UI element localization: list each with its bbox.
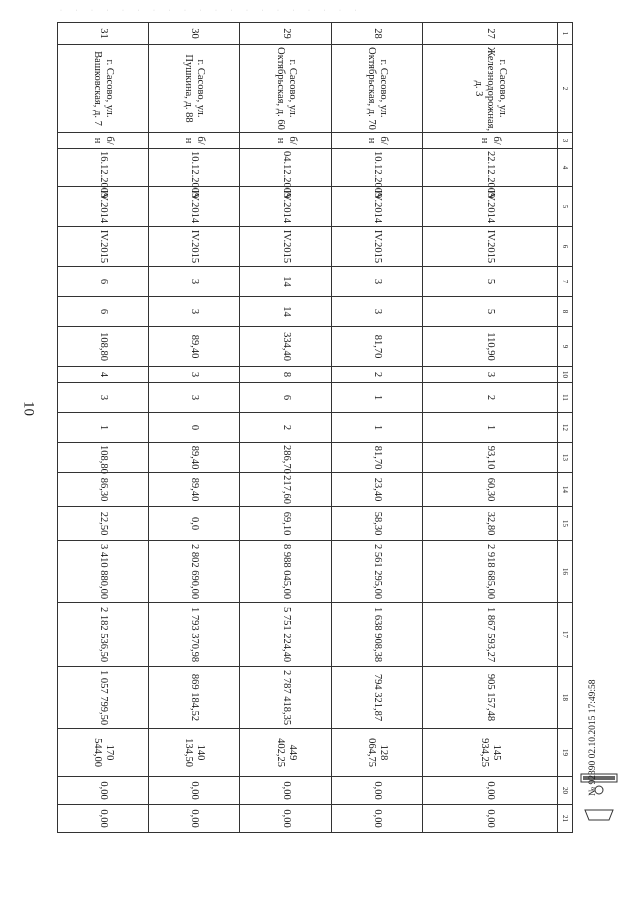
table-cell: IV.2015 bbox=[149, 227, 240, 267]
table-cell: 0,00 bbox=[331, 777, 422, 805]
table-cell: IV.2015 bbox=[240, 227, 331, 267]
table-cell: 905 157,48 bbox=[422, 667, 557, 729]
table-cell: 0,00 bbox=[58, 777, 149, 805]
column-number-cell: 12 bbox=[558, 413, 573, 443]
table-cell: IV.2014 bbox=[149, 187, 240, 227]
table-cell: г. Сасово, ул. Октябрьская, д. 60 bbox=[240, 45, 331, 133]
column-number-cell: 17 bbox=[558, 603, 573, 667]
table-cell: 869 184,52 bbox=[149, 667, 240, 729]
table-row bbox=[240, 23, 331, 833]
table-cell: IV.2014 bbox=[422, 187, 557, 227]
table-cell: IV.2014 bbox=[58, 187, 149, 227]
table-cell: б/н bbox=[58, 133, 149, 149]
table-cell: 170 544,00 bbox=[58, 729, 149, 777]
column-number-row bbox=[558, 23, 573, 833]
table-cell: 108,80 bbox=[58, 443, 149, 473]
column-number-cell: 19 bbox=[558, 729, 573, 777]
column-number-cell: 13 bbox=[558, 443, 573, 473]
table-cell: 3 bbox=[149, 367, 240, 383]
table-cell: 04.12.2009 bbox=[240, 149, 331, 187]
table-cell: 5 751 224,40 bbox=[240, 603, 331, 667]
table-cell: 89,40 bbox=[149, 443, 240, 473]
table-cell: 23,40 bbox=[331, 473, 422, 507]
table-cell: 2 bbox=[422, 383, 557, 413]
table-cell: 22.12.2009 bbox=[422, 149, 557, 187]
table-cell: 334,40 bbox=[240, 327, 331, 367]
table-cell: 2 802 690,00 bbox=[149, 541, 240, 603]
column-number-cell: 20 bbox=[558, 777, 573, 805]
scan-artifact: · · · · · · · · · · · · · · · · · · · · bbox=[60, 8, 363, 14]
table-cell: 30 bbox=[149, 23, 240, 45]
table-cell: 0,0 bbox=[149, 507, 240, 541]
column-number-cell: 7 bbox=[558, 267, 573, 297]
table-cell: 86,30 bbox=[58, 473, 149, 507]
table-cell: 5 bbox=[422, 267, 557, 297]
table-cell: 28 bbox=[331, 23, 422, 45]
column-number-cell: 21 bbox=[558, 805, 573, 833]
column-number-cell: 1 bbox=[558, 23, 573, 45]
table-cell: б/н bbox=[422, 133, 557, 149]
table-cell: 6 bbox=[58, 297, 149, 327]
table-cell: г. Сасово, ул. Пушкина, д. 88 bbox=[149, 45, 240, 133]
table-cell: 58,30 bbox=[331, 507, 422, 541]
table-cell: 1 bbox=[331, 383, 422, 413]
table-cell: 29 bbox=[240, 23, 331, 45]
table-cell: 217,60 bbox=[240, 473, 331, 507]
column-number-cell: 16 bbox=[558, 541, 573, 603]
table-cell: 6 bbox=[58, 267, 149, 297]
table-cell: 32,80 bbox=[422, 507, 557, 541]
table-cell: 2 182 536,50 bbox=[58, 603, 149, 667]
table-cell: 0,00 bbox=[331, 805, 422, 833]
registration-stamp-text: № 92390 02.10.2015 17:49:58 bbox=[588, 679, 598, 796]
table-cell: 1 793 370,98 bbox=[149, 603, 240, 667]
table-cell: 145 934,25 bbox=[422, 729, 557, 777]
table-cell: 3 bbox=[149, 383, 240, 413]
table-cell: 0,00 bbox=[149, 805, 240, 833]
table-cell: 1 bbox=[422, 413, 557, 443]
table-cell: 60,30 bbox=[422, 473, 557, 507]
column-number-cell: 3 bbox=[558, 133, 573, 149]
rotated-table bbox=[57, 22, 573, 830]
column-number-cell: 14 bbox=[558, 473, 573, 507]
table-cell: 3 410 880,00 bbox=[58, 541, 149, 603]
table-cell: IV.2015 bbox=[422, 227, 557, 267]
table-cell: 128 064,75 bbox=[331, 729, 422, 777]
table-cell: 0,00 bbox=[422, 805, 557, 833]
table-cell: 2 787 418,35 bbox=[240, 667, 331, 729]
table-cell: г. Сасово, ул. Железнодорожная, д. 3 bbox=[422, 45, 557, 133]
table-cell: 31 bbox=[58, 23, 149, 45]
table-cell: 81,70 bbox=[331, 443, 422, 473]
column-number-cell: 15 bbox=[558, 507, 573, 541]
table-row bbox=[422, 23, 557, 833]
table-row bbox=[58, 23, 149, 833]
table-cell: 3 bbox=[331, 267, 422, 297]
table-cell: 2 918 685,00 bbox=[422, 541, 557, 603]
table-cell: 3 bbox=[422, 367, 557, 383]
table-cell: 0 bbox=[149, 413, 240, 443]
table-cell: 3 bbox=[58, 383, 149, 413]
table-cell: IV.2015 bbox=[58, 227, 149, 267]
column-number-cell: 4 bbox=[558, 149, 573, 187]
table-cell: 286,70 bbox=[240, 443, 331, 473]
table-cell: 1 638 908,38 bbox=[331, 603, 422, 667]
table-cell: б/н bbox=[240, 133, 331, 149]
table-cell: 1 bbox=[331, 413, 422, 443]
table-cell: г. Сасово, ул. Вашковская, д. 7 bbox=[58, 45, 149, 133]
table-cell: 3 bbox=[149, 297, 240, 327]
table-cell: 2 bbox=[240, 413, 331, 443]
table-cell: б/н bbox=[331, 133, 422, 149]
qr-stamp-icon bbox=[573, 770, 623, 832]
table-cell: 3 bbox=[331, 297, 422, 327]
table-cell: 449 402,25 bbox=[240, 729, 331, 777]
table-cell: 4 bbox=[58, 367, 149, 383]
table-cell: 22,50 bbox=[58, 507, 149, 541]
table-cell: 140 134,50 bbox=[149, 729, 240, 777]
column-number-cell: 8 bbox=[558, 297, 573, 327]
table-cell: 10.12.2009 bbox=[149, 149, 240, 187]
table-cell: 794 321,87 bbox=[331, 667, 422, 729]
table-cell: 8 988 045,00 bbox=[240, 541, 331, 603]
table-cell: 2 561 295,00 bbox=[331, 541, 422, 603]
table-cell: 0,00 bbox=[240, 805, 331, 833]
table-cell: 14 bbox=[240, 267, 331, 297]
table-cell: 69,10 bbox=[240, 507, 331, 541]
table-cell: 2 bbox=[331, 367, 422, 383]
table-cell: IV.2014 bbox=[331, 187, 422, 227]
table-cell: 0,00 bbox=[422, 777, 557, 805]
table-cell: 93,10 bbox=[422, 443, 557, 473]
table-cell: IV.2015 bbox=[331, 227, 422, 267]
table-cell: 0,00 bbox=[240, 777, 331, 805]
table-cell: 108,80 bbox=[58, 327, 149, 367]
table-cell: 10.12.2009 bbox=[331, 149, 422, 187]
table-cell: 1 057 799,50 bbox=[58, 667, 149, 729]
table-cell: б/н bbox=[149, 133, 240, 149]
table-container bbox=[57, 22, 573, 830]
table-row bbox=[331, 23, 422, 833]
column-number-cell: 18 bbox=[558, 667, 573, 729]
column-number-cell: 10 bbox=[558, 367, 573, 383]
table-cell: 0,00 bbox=[149, 777, 240, 805]
table-cell: 6 bbox=[240, 383, 331, 413]
table-cell: 89,40 bbox=[149, 327, 240, 367]
column-number-cell: 9 bbox=[558, 327, 573, 367]
table-row bbox=[149, 23, 240, 833]
table-cell: 0,00 bbox=[58, 805, 149, 833]
table-cell: 110,90 bbox=[422, 327, 557, 367]
table-cell: 81,70 bbox=[331, 327, 422, 367]
table-cell: 14 bbox=[240, 297, 331, 327]
data-table bbox=[57, 22, 573, 833]
page-number: 10 bbox=[20, 401, 37, 416]
column-number-cell: 6 bbox=[558, 227, 573, 267]
column-number-cell: 11 bbox=[558, 383, 573, 413]
table-cell: 1 bbox=[58, 413, 149, 443]
table-cell: 3 bbox=[149, 267, 240, 297]
column-number-cell: 5 bbox=[558, 187, 573, 227]
table-cell: IV.2014 bbox=[240, 187, 331, 227]
table-cell: 89,40 bbox=[149, 473, 240, 507]
table-cell: 16.12.2009 bbox=[58, 149, 149, 187]
table-cell: 27 bbox=[422, 23, 557, 45]
table-cell: 5 bbox=[422, 297, 557, 327]
table-cell: г. Сасово, ул. Октябрьская, д. 70 bbox=[331, 45, 422, 133]
table-cell: 8 bbox=[240, 367, 331, 383]
column-number-cell: 2 bbox=[558, 45, 573, 133]
table-cell: 1 867 593,27 bbox=[422, 603, 557, 667]
